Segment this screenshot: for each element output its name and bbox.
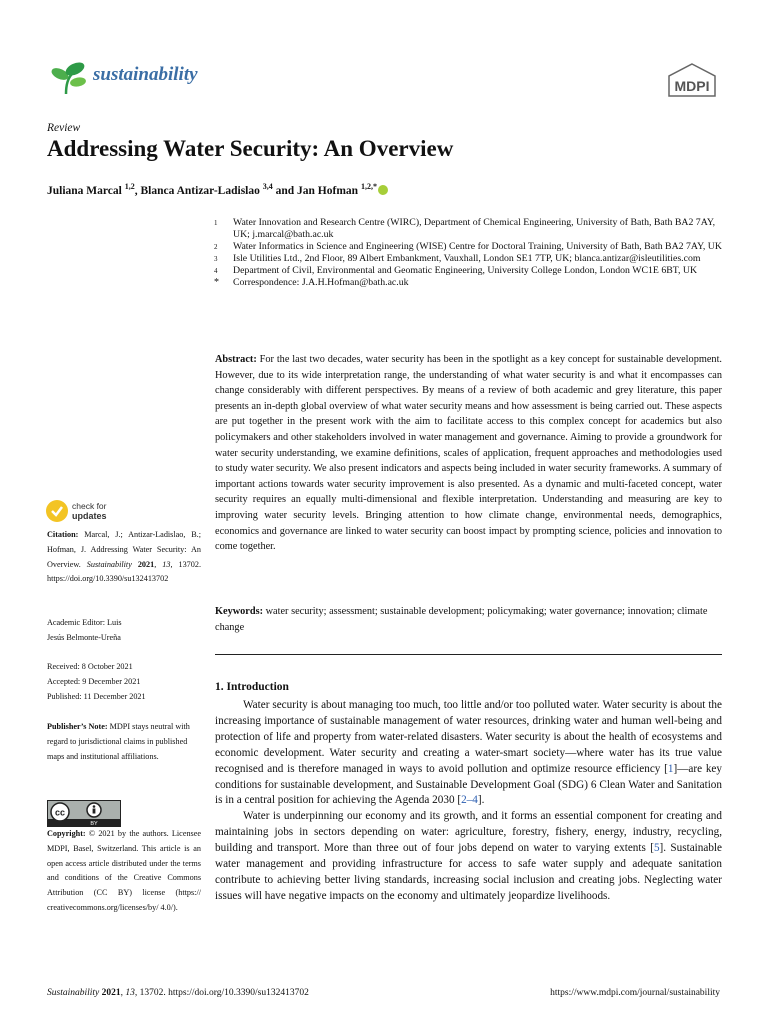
copyright-text: © 2021 by the authors. Licensee MDPI, Basel, Switzerland. This article is an open access article distributed under the terms and conditions of the Creative Commons Attribution (CC BY) license (https:// creativecommons.org/licenses/by/ 4.0/). bbox=[47, 829, 201, 912]
author-list bbox=[47, 182, 388, 197]
orcid-icon[interactable] bbox=[378, 185, 388, 195]
affiliation-mark: 2 bbox=[214, 243, 218, 252]
paragraph-text: ]—are key conditions for sustainable development, and Sustainable Development Goal (SDG) 6 Clean Water and Sanitation is in a central position for achieving the Agenda 2030 [ bbox=[215, 762, 722, 807]
academic-editor bbox=[47, 616, 201, 646]
journal-logo-icon bbox=[48, 60, 88, 96]
svg-text:cc: cc bbox=[54, 807, 66, 818]
check-for-updates-button[interactable] bbox=[46, 500, 146, 524]
check-updates-line2: updates bbox=[72, 511, 107, 521]
received-date: Received: 8 October 2021 bbox=[47, 662, 133, 671]
affiliation-item bbox=[214, 241, 724, 253]
article-title: Addressing Water Security: An Overview bbox=[47, 136, 454, 161]
affiliation-mark: * bbox=[214, 277, 219, 289]
affiliation-item bbox=[214, 265, 724, 277]
affiliation-item bbox=[214, 277, 724, 289]
author-name[interactable]: Juliana Marcal bbox=[47, 184, 122, 197]
correspondence-text[interactable]: Correspondence: J.A.H.Hofman@bath.ac.uk bbox=[233, 277, 409, 289]
pubnote-text: MDPI stays neutral with regard to jurisdictional claims in published maps and institutional affiliations. bbox=[47, 722, 190, 761]
editor-line: Jesús Belmonte-Ureña bbox=[47, 632, 121, 642]
citation-doi[interactable]: , 13702. https://doi.org/10.3390/su132413702 bbox=[47, 559, 201, 584]
citation-link[interactable]: 1 bbox=[667, 762, 674, 775]
citation-journal: Sustainability bbox=[86, 559, 132, 569]
check-updates-line1: check for bbox=[72, 501, 107, 511]
footer-doi[interactable]: , 13702. https://doi.org/10.3390/su132413702 bbox=[134, 988, 309, 998]
footer-journal-url[interactable]: https://www.mdpi.com/journal/sustainability bbox=[550, 988, 720, 998]
accepted-date: Accepted: 9 December 2021 bbox=[47, 676, 141, 686]
keywords bbox=[215, 604, 722, 635]
footer-volume: 13 bbox=[125, 988, 135, 998]
mdpi-logo[interactable] bbox=[666, 62, 718, 98]
abstract bbox=[215, 352, 722, 555]
affiliation-text: Department of Civil, Environmental and Geomatic Engineering, University College London, London WC1E 6BT, UK bbox=[233, 265, 698, 277]
affiliation-item bbox=[214, 253, 724, 265]
copyright-label: Copyright: bbox=[47, 829, 86, 838]
publication-dates bbox=[47, 660, 201, 704]
affiliation-item bbox=[214, 217, 724, 241]
citation-label: Citation: bbox=[47, 530, 79, 539]
abstract-text: For the last two decades, water security has been in the spotlight as a key concept for sustainable development. However, due to its wide interpretation range, the understanding of what water security is and what it encompasses can change considerably with different perspectives. By means of a review of both academic and grey literature, this paper presents an in-depth global overview of what water security means and how assessment is being carried out. These aspects are put together in the present work with the aim to facilitate access to this complex concept for academics but also policymakers and other stakeholders involved in water management and governance. Aiming to provide a groundwork for water security understanding, we examine definitions, scales of application, frequent approaches and methodologies used to study water security. We also present indicators and aspects being included in water security frameworks. A summary of important actions towards water security improvement is also presented. As a dynamic and multi-faceted concept, water security requires an equally multi-dimensional and flexible interpretation. Understanding and measuring are key to improving water security levels. Bringing attention to how climate change, environmental needs, demographics, economics and governance are linked to water security can boost impact by prompting science, policies and innovation to come together. bbox=[215, 354, 723, 553]
paragraph bbox=[215, 809, 722, 904]
paragraph-text: Water security is about managing too much, too little and/or too polluted water. Water security is about the increasing importance of sustainable management of water resources, drinking water and human well-being and protection of life and property from water-related disasters. Water security is about the health of ecosystems and economic development. Water security and creating a water-smart society—where water has its true value recognised and is therefore managed in ways to avoid pollution and optimize resource efficiency [ bbox=[215, 699, 722, 775]
affiliation-mark: 3 bbox=[214, 255, 218, 264]
footer-year: 2021 bbox=[101, 988, 121, 998]
affiliation-mark: 4 bbox=[214, 267, 218, 276]
paragraph-text: ]. bbox=[477, 794, 485, 807]
citation-year: 2021 bbox=[137, 559, 155, 569]
citation-block: Citation: Marcal, J.; Antizar-Ladislao, B.; Hofman, J. Addressing Water Security: An Overview. Sustainability 2021, 13, 13702. https://doi.org/10.3390/su132413702 bbox=[47, 530, 201, 584]
paragraph bbox=[215, 698, 722, 809]
section-divider bbox=[215, 654, 722, 655]
publisher-name: MDPI bbox=[674, 78, 710, 94]
author-separator: , bbox=[134, 184, 141, 197]
editor-line: Academic Editor: Luis bbox=[47, 618, 122, 627]
affiliation-text: Isle Utilities Ltd., 2nd Floor, 89 Albert Embankment, Vauxhall, London SE1 7TP, UK; blanca.antizar@isleutilities.com bbox=[233, 253, 701, 265]
copyright-notice bbox=[47, 827, 201, 916]
citation-link[interactable]: 2–4 bbox=[461, 794, 478, 807]
svg-text:BY: BY bbox=[90, 821, 98, 826]
citation-link[interactable]: 5 bbox=[653, 842, 660, 855]
cc-by-license-icon[interactable] bbox=[47, 800, 121, 827]
journal-name[interactable]: sustainability bbox=[93, 64, 198, 85]
author-affil: 1,2,* bbox=[360, 182, 377, 191]
footer-journal: Sustainability bbox=[47, 988, 100, 998]
paragraph-text: Water is underpinning our economy and its growth, and it forms an essential component for creating and maintaining jobs in sectors depending on water: agriculture, forestry, fishery, energy, industry, recycling, building and transport. More than three out of four jobs depend on water to varying extents [ bbox=[215, 810, 722, 855]
paragraph-text: ]. Sustainable water management and providing infrastructure for access to safe water supply and adequate sanitation contribute to achieving better living standards, increasing social inclusion and creating jobs. Neglecting water issues will have negative impacts on the economy and ultimately jeopardize livelihoods. bbox=[215, 842, 722, 902]
author-name[interactable]: Jan Hofman bbox=[297, 184, 359, 197]
publisher-note bbox=[47, 720, 201, 764]
footer-citation: Sustainability 2021, 13, 13702. https://doi.org/10.3390/su132413702 bbox=[47, 988, 309, 998]
abstract-label: Abstract: bbox=[215, 354, 257, 365]
body-text bbox=[215, 698, 722, 905]
author-affil: 1,2 bbox=[124, 182, 135, 191]
pubnote-label: Publisher’s Note: bbox=[47, 722, 108, 731]
published-date: Published: 11 December 2021 bbox=[47, 691, 146, 701]
affiliation-text: Water Informatics in Science and Engineering (WISE) Centre for Doctoral Training, University of Bath, Bath BA2 7AY, UK bbox=[233, 241, 722, 253]
section-heading: 1. Introduction bbox=[215, 681, 289, 693]
check-updates-icon bbox=[46, 500, 68, 522]
citation-volume: 13 bbox=[162, 559, 171, 569]
keywords-label: Keywords: bbox=[215, 606, 264, 617]
affiliation-mark: 1 bbox=[214, 219, 218, 227]
author-separator: and bbox=[272, 184, 298, 197]
author-name[interactable]: Blanca Antizar-Ladislao bbox=[140, 184, 260, 197]
article-type: Review bbox=[47, 122, 81, 134]
author-affil: 3,4 bbox=[262, 182, 273, 191]
citation-text: Marcal, J.; Antizar-Ladislao, B.; Hofman, J. Addressing Water Security: An Overview. bbox=[47, 530, 201, 569]
keywords-text: water security; assessment; sustainable development; policymaking; water governance; innovation; climate change bbox=[215, 606, 708, 633]
affiliation-text: Water Innovation and Research Centre (WIRC), Department of Chemical Engineering, University of Bath, Bath BA2 7AY, UK; j.marcal@bath.ac.uk bbox=[233, 217, 716, 241]
affiliations bbox=[214, 217, 724, 290]
